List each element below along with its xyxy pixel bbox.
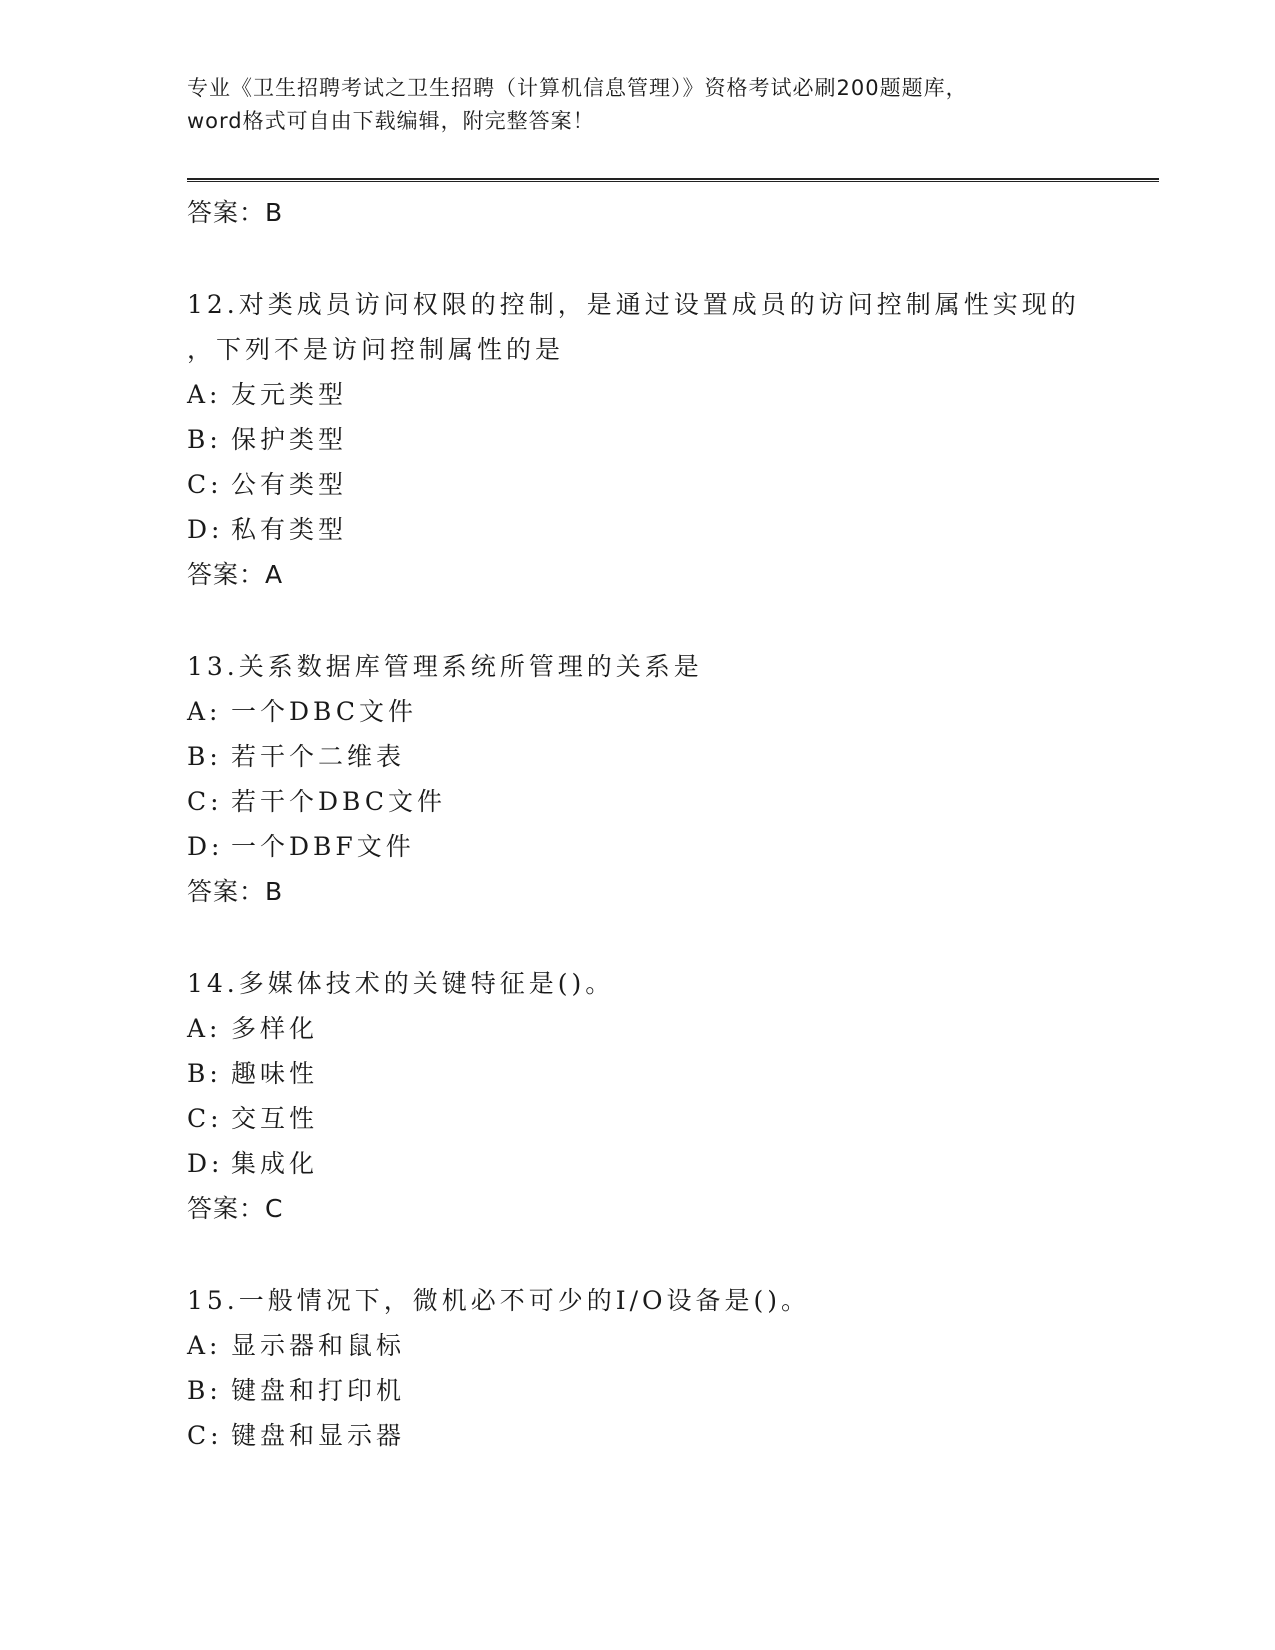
option-text: 显示器和鼠标 bbox=[231, 1331, 406, 1360]
option-text: 若干个DBC文件 bbox=[231, 787, 447, 816]
option-text: 公有类型 bbox=[231, 470, 348, 499]
question-12 bbox=[187, 282, 1087, 597]
option-a bbox=[187, 689, 1087, 734]
option-d bbox=[187, 824, 1087, 869]
option-letter: B: bbox=[187, 1376, 222, 1405]
option-letter: A: bbox=[187, 697, 222, 726]
option-text: 趣味性 bbox=[231, 1059, 319, 1088]
option-d bbox=[187, 507, 1087, 552]
option-text: 私有类型 bbox=[231, 515, 348, 544]
document-header bbox=[187, 72, 1087, 138]
option-letter: D: bbox=[187, 1149, 224, 1178]
option-letter: B: bbox=[187, 425, 222, 454]
answer-previous: 答案：B bbox=[187, 198, 284, 227]
question-15 bbox=[187, 1278, 1087, 1458]
answer-12: 答案：A bbox=[187, 560, 284, 589]
question-text: 14.多媒体技术的关键特征是()。 bbox=[187, 969, 615, 998]
answer-14: 答案：C bbox=[187, 1194, 284, 1223]
option-letter: D: bbox=[187, 832, 224, 861]
option-text: 交互性 bbox=[231, 1104, 319, 1133]
option-b bbox=[187, 417, 1087, 462]
option-text: 友元类型 bbox=[231, 380, 348, 409]
option-text: 保护类型 bbox=[231, 425, 348, 454]
option-a bbox=[187, 1006, 1087, 1051]
option-c bbox=[187, 462, 1087, 507]
option-letter: A: bbox=[187, 1014, 222, 1043]
option-text: 集成化 bbox=[231, 1149, 319, 1178]
option-letter: D: bbox=[187, 515, 224, 544]
header-line-2: word格式可自由下载编辑，附完整答案！ bbox=[187, 109, 595, 133]
header-divider bbox=[187, 178, 1159, 182]
option-text: 一个DBF文件 bbox=[231, 832, 415, 861]
option-a bbox=[187, 1323, 1087, 1368]
question-text bbox=[187, 282, 1087, 372]
header-line-1: 专业《卫生招聘考试之卫生招聘（计算机信息管理）》资格考试必刷200题题库， bbox=[187, 76, 968, 100]
question-13 bbox=[187, 644, 1087, 914]
question-text-line-2: ，下列不是访问控制属性的是 bbox=[187, 335, 565, 364]
option-letter: C: bbox=[187, 470, 223, 499]
option-text: 多样化 bbox=[231, 1014, 319, 1043]
option-b bbox=[187, 1051, 1087, 1096]
option-letter: C: bbox=[187, 1421, 223, 1450]
option-a bbox=[187, 372, 1087, 417]
option-c bbox=[187, 779, 1087, 824]
question-list bbox=[187, 190, 1087, 1458]
option-text: 一个DBC文件 bbox=[231, 697, 418, 726]
option-letter: B: bbox=[187, 1059, 222, 1088]
answer-13: 答案：B bbox=[187, 877, 284, 906]
question-14 bbox=[187, 961, 1087, 1231]
option-text: 键盘和显示器 bbox=[231, 1421, 406, 1450]
option-c bbox=[187, 1096, 1087, 1141]
option-text: 若干个二维表 bbox=[231, 742, 406, 771]
option-d bbox=[187, 1141, 1087, 1186]
option-b bbox=[187, 734, 1087, 779]
option-c bbox=[187, 1413, 1087, 1458]
option-text: 键盘和打印机 bbox=[231, 1376, 406, 1405]
question-text: 13.关系数据库管理系统所管理的关系是 bbox=[187, 652, 703, 681]
option-letter: A: bbox=[187, 1331, 222, 1360]
option-letter: B: bbox=[187, 742, 222, 771]
question-text-line-1: 12.对类成员访问权限的控制，是通过设置成员的访问控制属性实现的 bbox=[187, 290, 1080, 319]
option-b bbox=[187, 1368, 1087, 1413]
option-letter: C: bbox=[187, 1104, 223, 1133]
question-text: 15.一般情况下，微机必不可少的I/O设备是()。 bbox=[187, 1286, 811, 1315]
option-letter: C: bbox=[187, 787, 223, 816]
option-letter: A: bbox=[187, 380, 222, 409]
